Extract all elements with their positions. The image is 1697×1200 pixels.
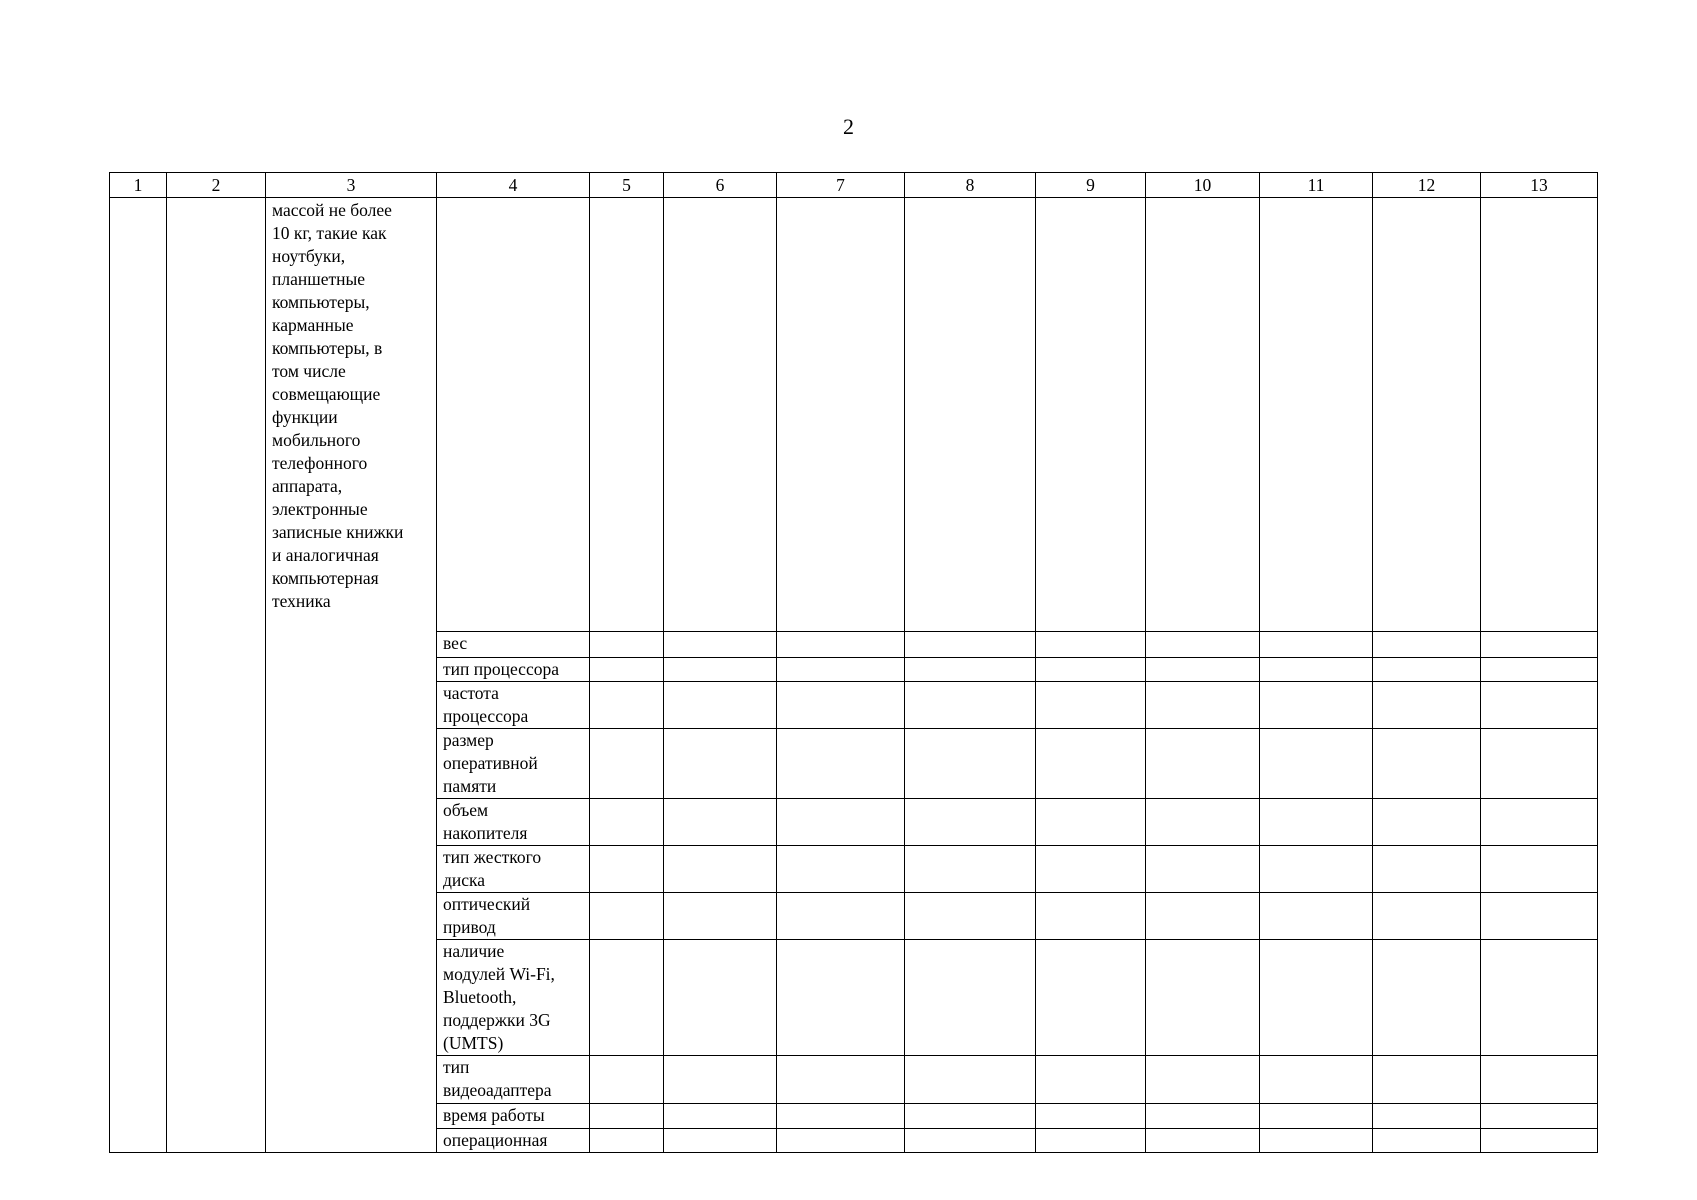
header-row [110, 173, 1598, 198]
empty-cell [905, 729, 1036, 799]
column-header-9: 9 [1036, 173, 1146, 198]
column-header-13: 13 [1481, 173, 1598, 198]
empty-cell [777, 682, 905, 729]
empty-cell [777, 846, 905, 893]
empty-cell [664, 682, 777, 729]
characteristic-cell [437, 1056, 590, 1104]
empty-cell [590, 632, 664, 658]
characteristic-label: время работы [443, 1105, 545, 1125]
empty-cell [1260, 846, 1373, 893]
empty-cell [664, 799, 777, 846]
empty-cell [590, 729, 664, 799]
empty-cell [1146, 799, 1260, 846]
empty-cell [1260, 893, 1373, 940]
empty-cell [905, 198, 1036, 632]
empty-cell [777, 729, 905, 799]
empty-cell [777, 940, 905, 1056]
empty-cell [777, 1129, 905, 1153]
empty-cell [590, 846, 664, 893]
characteristic-label: частота процессора [443, 683, 529, 726]
empty-cell [1146, 198, 1260, 632]
column-header-5: 5 [590, 173, 664, 198]
characteristic-cell [437, 799, 590, 846]
empty-cell [590, 893, 664, 940]
empty-cell [1373, 729, 1481, 799]
characteristic-label: вес [443, 633, 468, 653]
column-header-2: 2 [167, 173, 266, 198]
empty-cell [777, 658, 905, 682]
column-header-8: 8 [905, 173, 1036, 198]
empty-cell [1146, 893, 1260, 940]
empty-cell [1260, 940, 1373, 1056]
characteristic-label: объем накопителя [443, 800, 528, 843]
empty-cell [905, 940, 1036, 1056]
characteristic-label: размер оперативной памяти [443, 730, 538, 796]
column-header-3: 3 [266, 173, 437, 198]
empty-cell [1036, 658, 1146, 682]
column-header-11: 11 [1260, 173, 1373, 198]
empty-cell [664, 658, 777, 682]
empty-cell [1481, 729, 1598, 799]
specification-table [109, 172, 1598, 1153]
empty-cell [1481, 846, 1598, 893]
characteristic-label: наличие модулей Wi-Fi, Bluetooth, поддержки 3G (UMTS) [443, 941, 555, 1053]
empty-cell [590, 1104, 664, 1129]
empty-cell [1373, 1104, 1481, 1129]
column-header-6: 6 [664, 173, 777, 198]
empty-cell [905, 658, 1036, 682]
empty-cell [664, 729, 777, 799]
empty-cell [1373, 1129, 1481, 1153]
empty-cell [1036, 846, 1146, 893]
empty-cell [590, 799, 664, 846]
empty-cell [590, 658, 664, 682]
empty-cell [1481, 1056, 1598, 1104]
empty-cell [1146, 846, 1260, 893]
empty-cell [905, 846, 1036, 893]
empty-cell [1260, 1129, 1373, 1153]
empty-cell [1036, 729, 1146, 799]
empty-cell [1036, 682, 1146, 729]
characteristic-cell [437, 1129, 590, 1153]
empty-cell [1373, 198, 1481, 632]
characteristic-label: операционная [443, 1130, 548, 1150]
empty-cell [1146, 1129, 1260, 1153]
characteristic-cell [437, 632, 590, 658]
empty-cell [1036, 1056, 1146, 1104]
empty-cell [1373, 632, 1481, 658]
empty-cell [590, 1056, 664, 1104]
characteristic-label: тип процессора [443, 659, 559, 679]
product-description-cell [266, 198, 437, 1153]
empty-cell [1481, 940, 1598, 1056]
empty-cell [1146, 682, 1260, 729]
page-number: 2 [843, 114, 854, 139]
characteristic-cell [437, 658, 590, 682]
characteristic-cell [437, 729, 590, 799]
empty-cell [1036, 632, 1146, 658]
empty-cell [1260, 1104, 1373, 1129]
empty-cell [905, 893, 1036, 940]
empty-cell [1481, 658, 1598, 682]
empty-cell [664, 632, 777, 658]
empty-cell [664, 1129, 777, 1153]
empty-cell [1260, 682, 1373, 729]
empty-cell [777, 1056, 905, 1104]
characteristic-cell [437, 940, 590, 1056]
empty-cell [1373, 893, 1481, 940]
empty-cell [664, 1104, 777, 1129]
empty-cell [905, 632, 1036, 658]
empty-cell [777, 198, 905, 632]
characteristic-label: тип жесткого диска [443, 847, 542, 890]
empty-cell [1481, 1129, 1598, 1153]
empty-cell [664, 1056, 777, 1104]
characteristic-cell [437, 682, 590, 729]
empty-cell [1260, 658, 1373, 682]
empty-cell [905, 799, 1036, 846]
cell-col2 [167, 198, 266, 1153]
empty-cell [1036, 940, 1146, 1056]
empty-cell [1146, 1104, 1260, 1129]
empty-cell [1260, 632, 1373, 658]
description-row [110, 198, 1598, 632]
empty-cell [1260, 198, 1373, 632]
column-header-7: 7 [777, 173, 905, 198]
empty-cell [1373, 1056, 1481, 1104]
empty-cell [1036, 198, 1146, 632]
empty-cell [777, 632, 905, 658]
empty-cell [590, 682, 664, 729]
empty-cell [1036, 799, 1146, 846]
column-header-4: 4 [437, 173, 590, 198]
empty-cell [1481, 198, 1598, 632]
characteristic-label: оптический привод [443, 894, 531, 937]
empty-cell [664, 940, 777, 1056]
empty-cell [1481, 682, 1598, 729]
empty-cell [664, 846, 777, 893]
empty-cell [905, 1104, 1036, 1129]
empty-cell [664, 893, 777, 940]
cell-col1 [110, 198, 167, 1153]
empty-cell [590, 198, 664, 632]
characteristic-label: тип видеоадаптера [443, 1057, 552, 1100]
empty-cell [1481, 799, 1598, 846]
empty-cell [1146, 658, 1260, 682]
empty-cell [1373, 682, 1481, 729]
column-header-12: 12 [1373, 173, 1481, 198]
column-header-1: 1 [110, 173, 167, 198]
empty-cell [1036, 1129, 1146, 1153]
empty-cell [1373, 799, 1481, 846]
empty-cell [590, 1129, 664, 1153]
empty-cell [1146, 632, 1260, 658]
empty-cell [1146, 1056, 1260, 1104]
empty-cell [1146, 729, 1260, 799]
empty-cell [905, 1056, 1036, 1104]
empty-cell [777, 1104, 905, 1129]
empty-cell [905, 1129, 1036, 1153]
empty-cell [777, 799, 905, 846]
empty-cell [1481, 632, 1598, 658]
empty-cell [1373, 940, 1481, 1056]
characteristic-cell [437, 846, 590, 893]
empty-cell [1146, 940, 1260, 1056]
empty-cell [1481, 893, 1598, 940]
empty-cell [1036, 893, 1146, 940]
characteristic-cell [437, 1104, 590, 1129]
empty-cell [1036, 1104, 1146, 1129]
product-description: массой не более 10 кг, такие как ноутбуки, планшетные компьютеры, карманные компьютеры, в том числе совмещающие функции мобильного телефонного аппарата, электронные записные книжки и аналогичная компьютерная техника [272, 200, 404, 611]
empty-cell [1373, 658, 1481, 682]
empty-cell [777, 893, 905, 940]
empty-cell [437, 198, 590, 632]
column-header-10: 10 [1146, 173, 1260, 198]
empty-cell [1260, 799, 1373, 846]
empty-cell [1373, 846, 1481, 893]
empty-cell [1260, 729, 1373, 799]
empty-cell [1481, 1104, 1598, 1129]
empty-cell [590, 940, 664, 1056]
empty-cell [1260, 1056, 1373, 1104]
empty-cell [664, 198, 777, 632]
characteristic-cell [437, 893, 590, 940]
empty-cell [905, 682, 1036, 729]
